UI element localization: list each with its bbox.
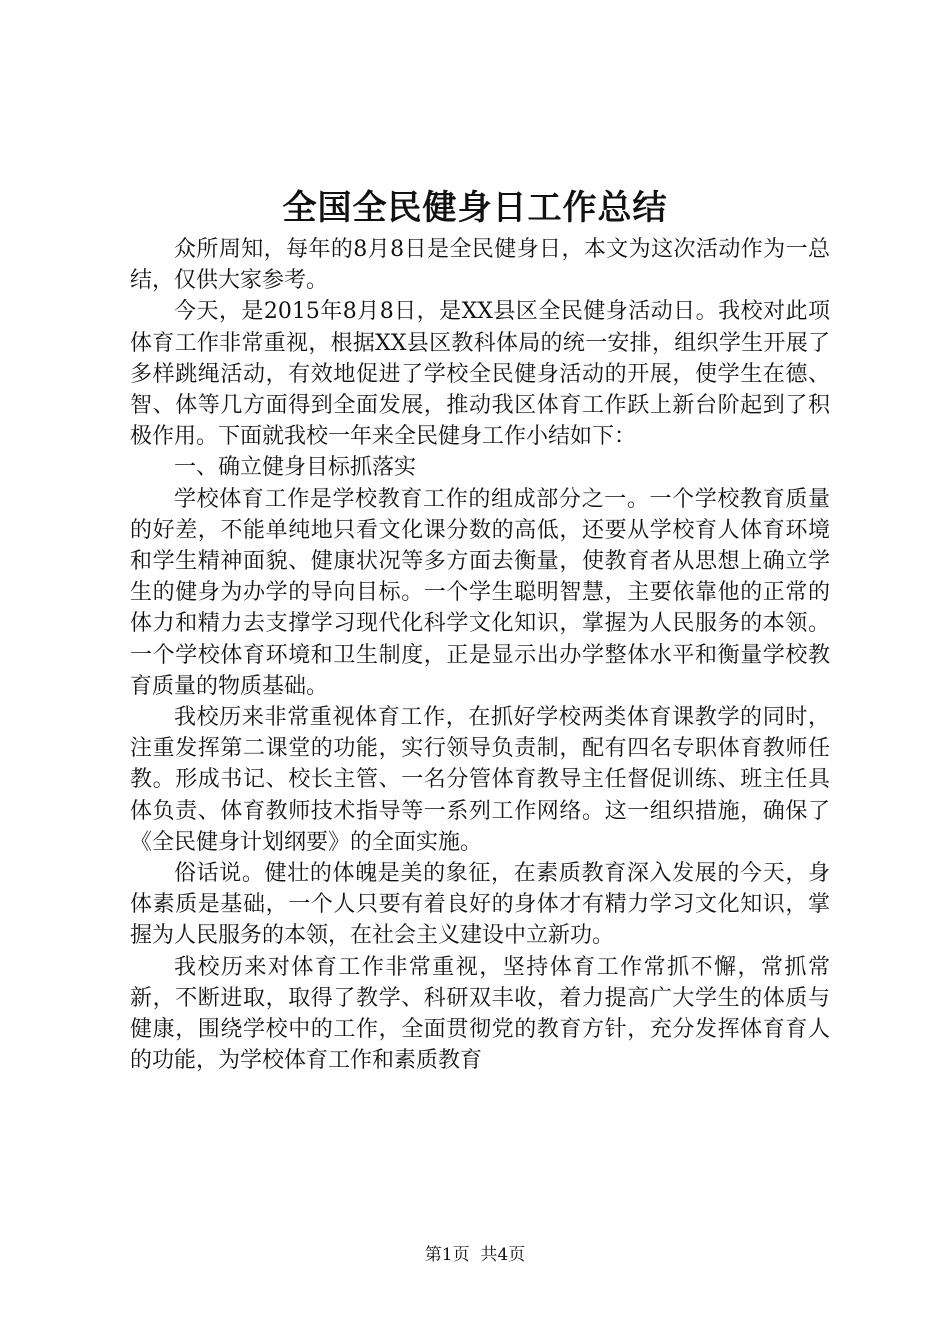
page-number: 第1页 xyxy=(424,1245,470,1265)
document-body xyxy=(130,234,830,1076)
paragraph: 众所周知，每年的8月8日是全民健身日，本文为这次活动作为一总结，仅供大家参考。 xyxy=(130,237,830,294)
document-title: 全国全民健身日工作总结 xyxy=(282,188,668,228)
page-total: 共4页 xyxy=(480,1245,526,1265)
paragraph: 学校体育工作是学校教育工作的组成部分之一。一个学校教育质量的好差，不能单纯地只看文化课分数的高低，还要从学校育人体育环境和学生精神面貌、健康状况等多方面去衡量，使教育者从思想上确立学生的健身为办学的导向目标。一个学生聪明智慧，主要依靠他的正常的体力和精力去支撑学习现代化科学文化知识，掌握为人民服务的本领。一个学校体育环境和卫生制度，正是显示出办学整体水平和衡量学校教育质量的物质基础。 xyxy=(130,486,830,699)
section-heading: 一、确立健身目标抓落实 xyxy=(174,455,417,481)
footer-spacer xyxy=(470,1245,481,1265)
paragraph: 我校历来对体育工作非常重视，坚持体育工作常抓不懈，常抓常新，不断进取，取得了教学、科研双丰收，着力提高广大学生的体质与健康，围绕学校中的工作，全面贯彻党的教育方针，充分发挥体育育人的功能，为学校体育工作和素质教育 xyxy=(130,954,830,1074)
page-footer xyxy=(0,1243,950,1267)
paragraph: 今天，是2015年8月8日，是XX县区全民健身活动日。我校对此项体育工作非常重视，根据XX县区教科体局的统一安排，组织学生开展了多样跳绳活动，有效地促进了学校全民健身活动的开展，使学生在德、智、体等几方面得到全面发展，推动我区体育工作跃上新台阶起到了积极作用。下面就我校一年来全民健身工作小结如下： xyxy=(130,299,830,450)
paragraph: 俗话说。健壮的体魄是美的象征，在素质教育深入发展的今天，身体素质是基础，一个人只要有着良好的身体才有精力学习文化知识，掌握为人民服务的本领，在社会主义建设中立新功。 xyxy=(130,861,830,949)
paragraph: 我校历来非常重视体育工作，在抓好学校两类体育课教学的同时，注重发挥第二课堂的功能，实行领导负责制，配有四名专职体育教师任教。形成书记、校长主管、一名分管体育教导主任督促训练、班主任具体负责、体育教师技术指导等一系列工作网络。这一组织措施，确保了《全民健身计划纲要》的全面实施。 xyxy=(130,705,830,855)
